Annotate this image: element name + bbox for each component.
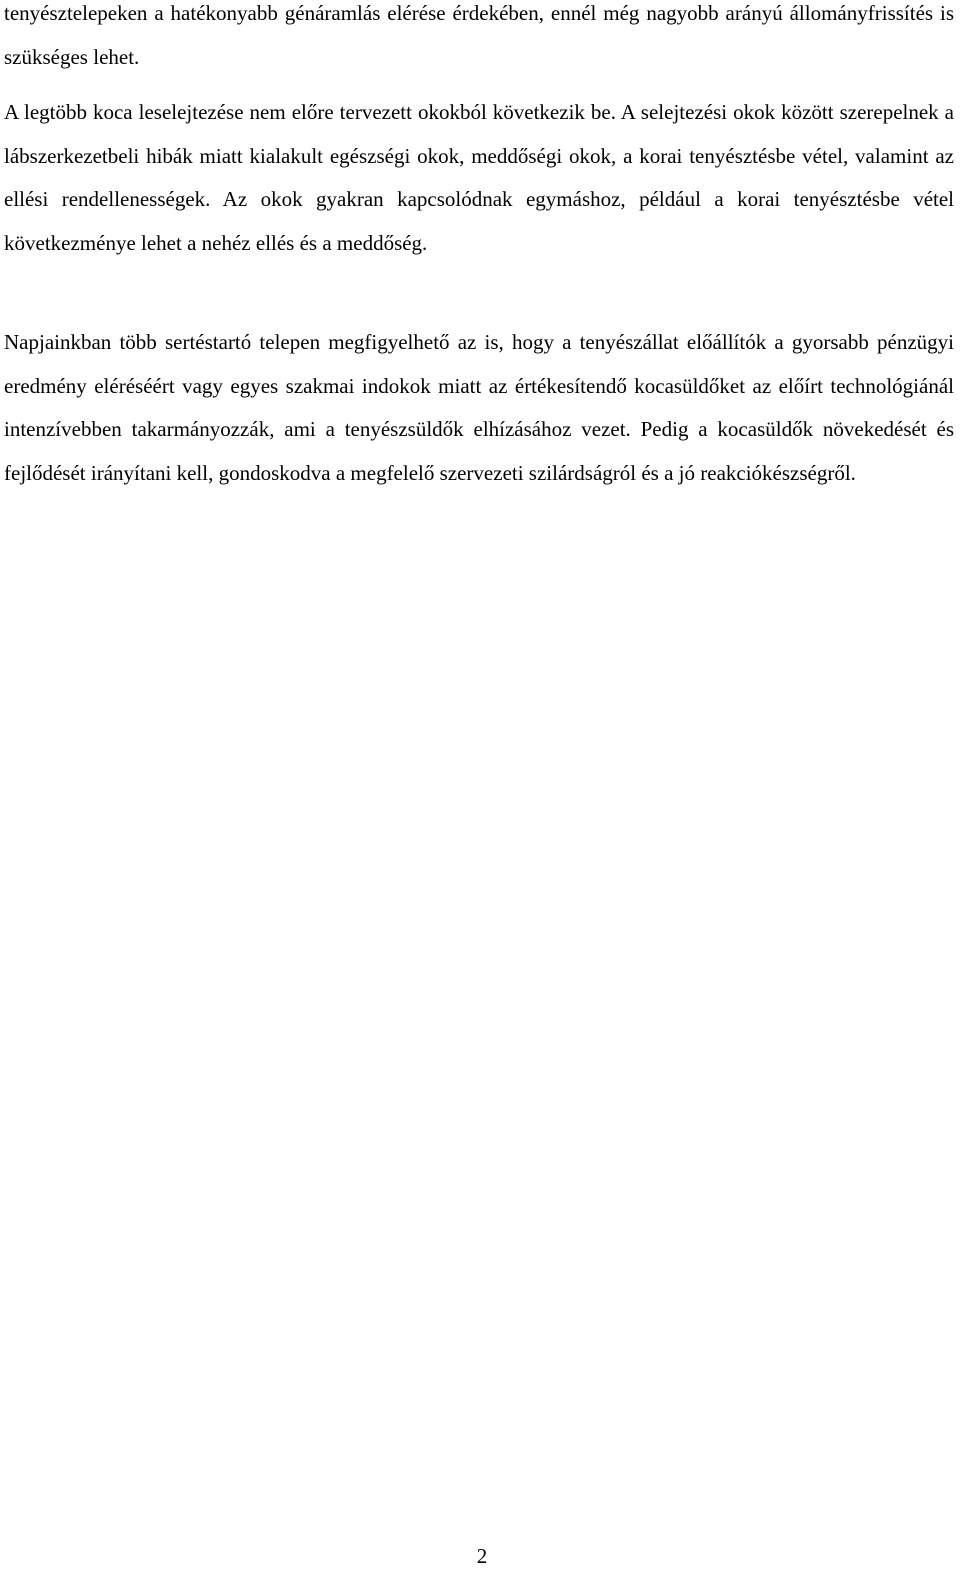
paragraph-gilt-feeding: Napjainkban több sertéstartó telepen megfigyelhető az is, hogy a tenyészállat előállítók a gyorsabb pénzügyi eredmény eléréséért vagy egyes szakmai indokok miatt az értékesítendő kocasüldőket az előírt technológiánál intenzívebben takarmányozzák, ami a tenyészsüldők elhízásához vezet. Pedig a kocasüldők növekedését és fejlődését irányítani kell, gondoskodva a megfelelő szervezeti szilárdságról és a jó reakciókészségről. [4, 330, 954, 485]
paragraph-herd-renewal: tenyésztelepeken a hatékonyabb génáramlás elérése érdekében, ennél még nagyobb arányú állományfrissítés is szükséges lehet. [4, 1, 954, 69]
page-number: 2 [476, 1544, 488, 1568]
paragraph-culling-reasons: A legtöbb koca leselejtezése nem előre tervezett okokból következik be. A selejtezési okok között szerepelnek a lábszerkezetbeli hibák miatt kialakult egészségi okok, meddőségi okok, a korai tenyésztésbe vétel, valamint az ellési rendellenességek. Az okok gyakran kapcsolódnak egymáshoz, például a korai tenyésztésbe vétel következménye lehet a nehéz ellés és a meddőség. [4, 100, 954, 255]
document-page [4, 0, 954, 1576]
